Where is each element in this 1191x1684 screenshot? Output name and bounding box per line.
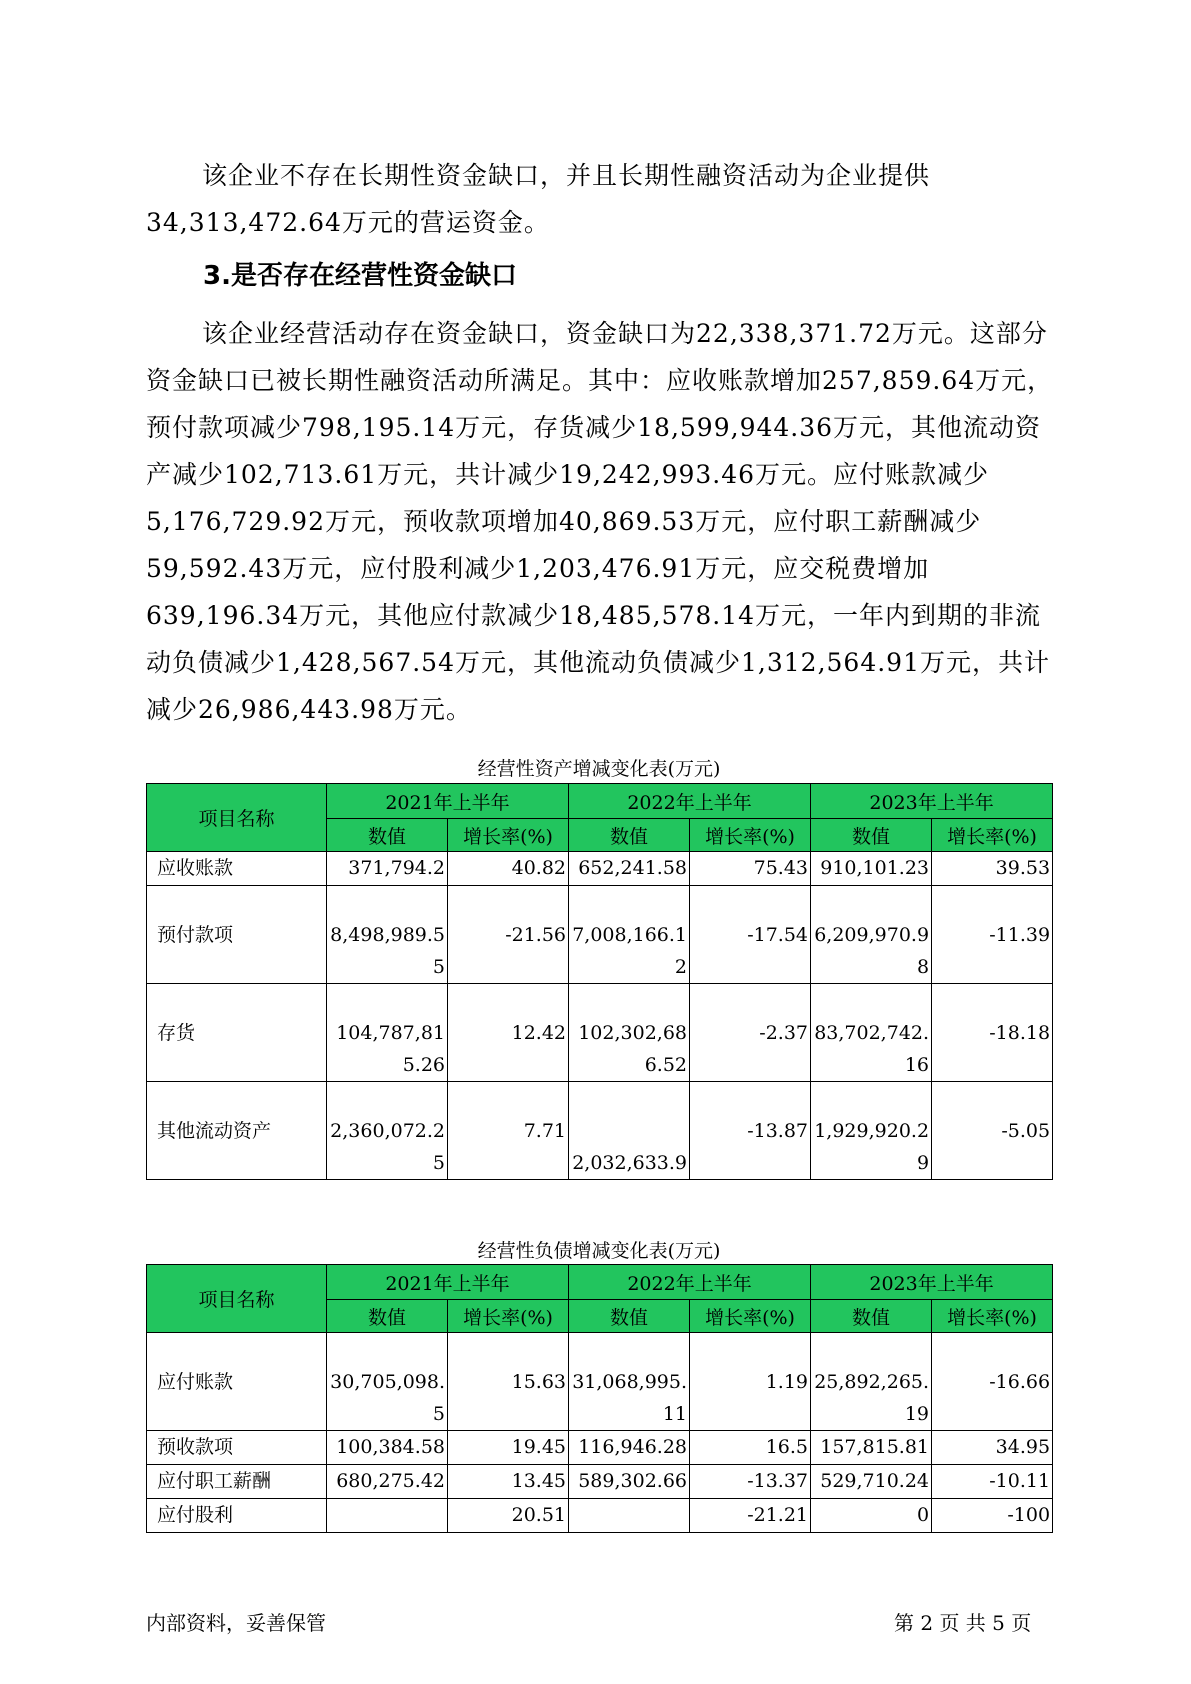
value-2023: 25,892,265.19 bbox=[811, 1333, 932, 1431]
table-row bbox=[147, 886, 1053, 984]
rate-2021: 19.45 bbox=[448, 1431, 569, 1465]
rate-2022: -17.54 bbox=[690, 886, 811, 984]
table-caption-assets: 经营性资产增减变化表(万元) bbox=[477, 758, 721, 780]
value-2023: 1,929,920.29 bbox=[811, 1082, 932, 1180]
value-2021: 2,360,072.25 bbox=[327, 1082, 448, 1180]
table-row bbox=[147, 1082, 1053, 1180]
rate-2022: -2.37 bbox=[690, 984, 811, 1082]
rate-2022: 16.5 bbox=[690, 1431, 811, 1465]
value-2023: 0 bbox=[811, 1499, 932, 1533]
header-rate-2023: 增长率(%) bbox=[932, 819, 1053, 852]
header-period-2021: 2021年上半年 bbox=[327, 784, 569, 819]
value-2023: 6,209,970.98 bbox=[811, 886, 932, 984]
rate-2022: 1.19 bbox=[690, 1333, 811, 1431]
table-header-row bbox=[147, 784, 1053, 819]
value-2023: 910,101.23 bbox=[811, 852, 932, 886]
paragraph-long-term-funding: 该企业不存在长期性资金缺口，并且长期性融资活动为企业提供34,313,472.64万元的营运资金。 bbox=[146, 161, 931, 237]
value-2022: 102,302,686.52 bbox=[569, 984, 690, 1082]
header-rate-2023: 增长率(%) bbox=[932, 1300, 1053, 1333]
row-name: 应付股利 bbox=[147, 1499, 327, 1533]
row-name: 应付账款 bbox=[147, 1333, 327, 1431]
row-name: 其他流动资产 bbox=[147, 1082, 327, 1180]
header-rate-2021: 增长率(%) bbox=[448, 819, 569, 852]
value-2022: 116,946.28 bbox=[569, 1431, 690, 1465]
header-value-2021: 数值 bbox=[327, 819, 448, 852]
operating-liabilities-table bbox=[146, 1264, 1053, 1533]
rate-2022: 75.43 bbox=[690, 852, 811, 886]
header-value-2023: 数值 bbox=[811, 1300, 932, 1333]
value-2021: 8,498,989.55 bbox=[327, 886, 448, 984]
value-2021: 371,794.2 bbox=[327, 852, 448, 886]
rate-2022: -21.21 bbox=[690, 1499, 811, 1533]
header-value-2022: 数值 bbox=[569, 1300, 690, 1333]
header-period-2023: 2023年上半年 bbox=[811, 784, 1053, 819]
rate-2021: 13.45 bbox=[448, 1465, 569, 1499]
table-row bbox=[147, 1431, 1053, 1465]
header-rate-2021: 增长率(%) bbox=[448, 1300, 569, 1333]
rate-2023: -11.39 bbox=[932, 886, 1053, 984]
row-name: 预收款项 bbox=[147, 1431, 327, 1465]
header-item-name: 项目名称 bbox=[147, 1265, 327, 1333]
rate-2023: -5.05 bbox=[932, 1082, 1053, 1180]
section-heading: 3.是否存在经营性资金缺口 bbox=[203, 261, 517, 291]
rate-2022: -13.87 bbox=[690, 1082, 811, 1180]
rate-2021: -21.56 bbox=[448, 886, 569, 984]
rate-2023: -10.11 bbox=[932, 1465, 1053, 1499]
table-row bbox=[147, 852, 1053, 886]
header-value-2021: 数值 bbox=[327, 1300, 448, 1333]
rate-2023: 34.95 bbox=[932, 1431, 1053, 1465]
rate-2023: 39.53 bbox=[932, 852, 1053, 886]
value-2022 bbox=[569, 1499, 690, 1533]
value-2022: 652,241.58 bbox=[569, 852, 690, 886]
rate-2021: 12.42 bbox=[448, 984, 569, 1082]
row-name: 应收账款 bbox=[147, 852, 327, 886]
table-header-row bbox=[147, 1265, 1053, 1300]
header-rate-2022: 增长率(%) bbox=[690, 1300, 811, 1333]
value-2022: 589,302.66 bbox=[569, 1465, 690, 1499]
header-period-2023: 2023年上半年 bbox=[811, 1265, 1053, 1300]
paragraph-operating-gap: 该企业经营活动存在资金缺口，资金缺口为22,338,371.72万元。这部分资金缺口已被长期性融资活动所满足。其中：应收账款增加257,859.64万元，预付款项减少798,195.14万元，存货减少18,599,944.36万元，其他流动资产减少102,713.61万元，共计减少19,242,993.46万元。应付账款减少5,176,729.92万元，预收款项增加40,869.53万元，应付职工薪酬减少59,592.43万元，应付股利减少1,203,476.91万元，应交税费增加639,196.34万元，其他应付款减少18,485,578.14万元，一年内到期的非流动负债减少1,428,567.54万元，其他流动负债减少1,312,564.91万元，共计减少26,986,443.98万元。 bbox=[146, 319, 1054, 724]
rate-2021: 40.82 bbox=[448, 852, 569, 886]
table-caption-liabilities: 经营性负债增减变化表(万元) bbox=[477, 1240, 721, 1262]
value-2022: 2,032,633.9 bbox=[569, 1082, 690, 1180]
table-row bbox=[147, 1465, 1053, 1499]
value-2021: 680,275.42 bbox=[327, 1465, 448, 1499]
rate-2022: -13.37 bbox=[690, 1465, 811, 1499]
rate-2023: -18.18 bbox=[932, 984, 1053, 1082]
footer-confidential-note: 内部资料，妥善保管 bbox=[146, 1611, 326, 1635]
value-2021: 104,787,815.26 bbox=[327, 984, 448, 1082]
rate-2023: -16.66 bbox=[932, 1333, 1053, 1431]
header-period-2022: 2022年上半年 bbox=[569, 784, 811, 819]
value-2023: 83,702,742.16 bbox=[811, 984, 932, 1082]
value-2023: 529,710.24 bbox=[811, 1465, 932, 1499]
rate-2023: -100 bbox=[932, 1499, 1053, 1533]
rate-2021: 20.51 bbox=[448, 1499, 569, 1533]
footer-page-number: 第 2 页 共 5 页 bbox=[894, 1611, 1032, 1635]
header-value-2022: 数值 bbox=[569, 819, 690, 852]
value-2021: 100,384.58 bbox=[327, 1431, 448, 1465]
rate-2021: 7.71 bbox=[448, 1082, 569, 1180]
header-period-2021: 2021年上半年 bbox=[327, 1265, 569, 1300]
table-row bbox=[147, 1333, 1053, 1431]
value-2022: 31,068,995.11 bbox=[569, 1333, 690, 1431]
row-name: 应付职工薪酬 bbox=[147, 1465, 327, 1499]
table-row bbox=[147, 1499, 1053, 1533]
header-item-name: 项目名称 bbox=[147, 784, 327, 852]
header-value-2023: 数值 bbox=[811, 819, 932, 852]
value-2021: 30,705,098.5 bbox=[327, 1333, 448, 1431]
value-2022: 7,008,166.12 bbox=[569, 886, 690, 984]
row-name: 预付款项 bbox=[147, 886, 327, 984]
row-name: 存货 bbox=[147, 984, 327, 1082]
header-period-2022: 2022年上半年 bbox=[569, 1265, 811, 1300]
table-row bbox=[147, 984, 1053, 1082]
rate-2021: 15.63 bbox=[448, 1333, 569, 1431]
value-2023: 157,815.81 bbox=[811, 1431, 932, 1465]
operating-assets-table bbox=[146, 783, 1053, 1180]
value-2021 bbox=[327, 1499, 448, 1533]
header-rate-2022: 增长率(%) bbox=[690, 819, 811, 852]
